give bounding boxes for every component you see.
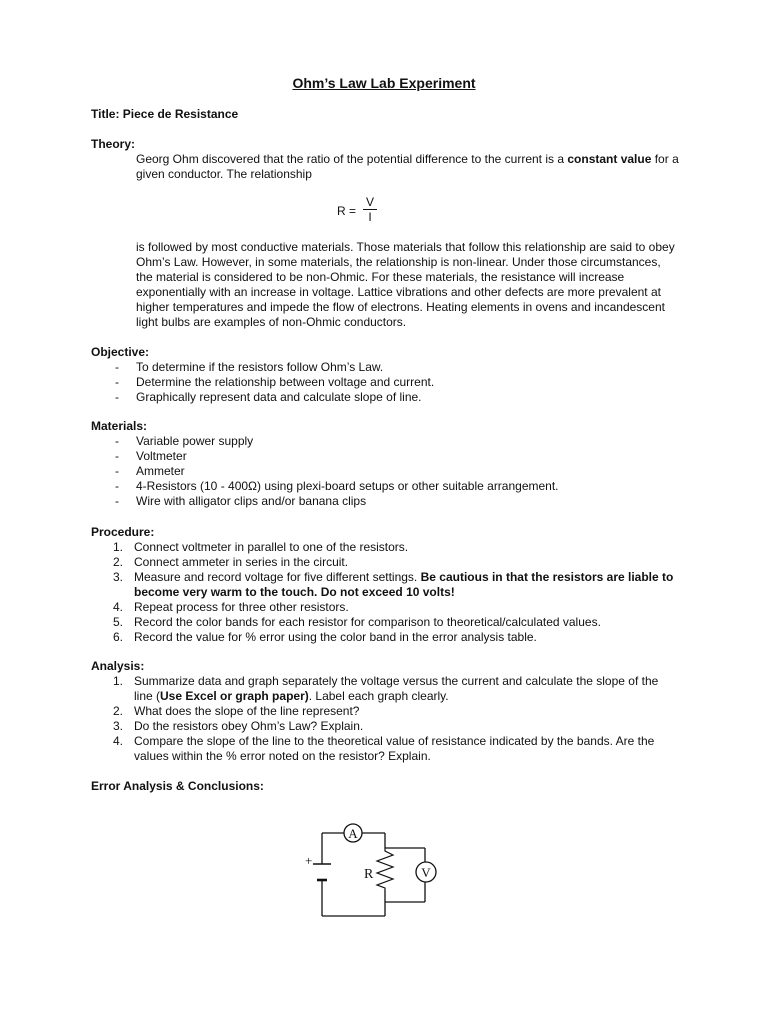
step-text: Do the resistors obey Ohm’s Law? Explain. xyxy=(134,719,364,733)
formula-lhs: R = xyxy=(337,204,357,218)
step-number: 4. xyxy=(113,600,124,614)
resistor-symbol xyxy=(377,848,393,890)
step-bold: Use Excel or graph paper) xyxy=(160,689,309,703)
analysis-list xyxy=(113,674,674,764)
list-item xyxy=(113,555,674,570)
list-item xyxy=(115,494,676,509)
step-text: Summarize data and graph separately the voltage versus the current and calculate the slope of the line ( xyxy=(134,674,659,703)
list-item xyxy=(113,600,674,615)
dash-marker: - xyxy=(115,375,119,389)
list-item xyxy=(113,704,674,719)
list-item xyxy=(113,570,674,600)
list-item xyxy=(115,479,676,494)
ammeter-label: A xyxy=(348,826,358,841)
list-item xyxy=(113,615,674,630)
step-number: 5. xyxy=(113,615,124,629)
step-number: 3. xyxy=(113,719,124,733)
theory-intro-bold: constant value xyxy=(567,152,652,166)
lab-title-line: Title: Piece de Resistance xyxy=(91,107,239,121)
step-number: 4. xyxy=(113,734,124,748)
step-number: 1. xyxy=(113,674,124,688)
list-item xyxy=(115,449,676,464)
formula-numerator: V xyxy=(363,196,377,210)
procedure-list xyxy=(113,540,674,645)
step-text: Measure and record voltage for five different settings. xyxy=(134,570,421,584)
document-title: Ohm’s Law Lab Experiment xyxy=(292,75,476,91)
materials-heading: Materials: xyxy=(91,419,148,433)
voltmeter-symbol xyxy=(416,862,436,882)
step-text: Connect ammeter in series in the circuit. xyxy=(134,555,349,569)
dash-marker: - xyxy=(115,479,119,493)
list-item xyxy=(115,464,676,479)
theory-intro-text-a: Georg Ohm discovered that the ratio of the potential difference to the current is a xyxy=(136,152,568,166)
step-text: Connect voltmeter in parallel to one of the resistors. xyxy=(134,540,409,554)
materials-list xyxy=(115,434,676,509)
step-text: What does the slope of the line represent? xyxy=(134,704,360,718)
procedure-heading: Procedure: xyxy=(91,525,155,539)
battery-plus-label: + xyxy=(305,853,313,868)
step-number: 1. xyxy=(113,540,124,554)
dash-marker: - xyxy=(115,434,119,448)
list-item xyxy=(115,375,676,390)
dash-marker: - xyxy=(115,360,119,374)
list-item xyxy=(115,434,676,449)
list-item xyxy=(113,674,674,704)
dash-marker: - xyxy=(115,390,119,404)
formula-denominator: I xyxy=(368,210,372,224)
dash-marker: - xyxy=(115,494,119,508)
resistor-label: R xyxy=(364,867,374,882)
objective-list xyxy=(115,360,676,405)
theory-intro-text-b: for a given conductor. The relationship xyxy=(136,152,679,181)
theory-intro xyxy=(136,152,681,182)
theory-heading: Theory: xyxy=(91,137,136,151)
circuit-wires xyxy=(322,833,425,916)
objective-item: Determine the relationship between voltage and current. xyxy=(136,375,435,389)
list-item xyxy=(115,360,676,375)
dash-marker: - xyxy=(115,449,119,463)
objective-item: To determine if the resistors follow Ohm’s Law. xyxy=(136,360,384,374)
step-text: Record the value for % error using the color band in the error analysis table. xyxy=(134,630,537,644)
ammeter-symbol xyxy=(344,824,362,842)
list-item xyxy=(113,630,674,645)
step-text: Record the color bands for each resistor for comparison to theoretical/calculated values. xyxy=(134,615,601,629)
step-text: Compare the slope of the line to the theoretical value of resistance indicated by the bands. Are the values within the % error noted on the resistor? Explain. xyxy=(134,734,655,763)
objective-heading: Objective: xyxy=(91,345,150,359)
step-text-tail: . Label each graph clearly. xyxy=(308,689,449,703)
formula-fraction xyxy=(363,196,377,224)
material-item: Variable power supply xyxy=(136,434,254,448)
step-text: Repeat process for three other resistors. xyxy=(134,600,349,614)
error-analysis-heading: Error Analysis & Conclusions: xyxy=(91,779,264,793)
dash-marker: - xyxy=(115,464,119,478)
list-item xyxy=(113,540,674,555)
battery-symbol xyxy=(313,862,331,882)
objective-item: Graphically represent data and calculate slope of line. xyxy=(136,390,422,404)
theory-body: is followed by most conductive materials. Those materials that follow this relationship are said to obey Ohm’s Law. However, in some materials, the relationship is non-linear. Under those circumstances, the material is considered to be non-Ohmic. For these materials, the resistance will increase exponentially with an increase in voltage. Lattice vibrations and other defects are more prevalent at higher temperatures and impede the flow of electrons. Heating elements in ovens and incandescent light bulbs are examples of non-Ohmic conductors. xyxy=(136,240,675,329)
material-item: Ammeter xyxy=(136,464,185,478)
step-bold: Be cautious in that the resistors are liable to become very warm to the touch. Do not exceed 10 volts! xyxy=(134,570,674,599)
list-item xyxy=(113,734,674,764)
step-number: 6. xyxy=(113,630,124,644)
material-item: 4-Resistors (10 - 400Ω) using plexi-board setups or other suitable arrangement. xyxy=(136,479,559,493)
material-item: Voltmeter xyxy=(136,449,187,463)
list-item xyxy=(115,390,676,405)
circuit-diagram xyxy=(300,820,460,920)
step-number: 3. xyxy=(113,570,124,584)
voltmeter-label: V xyxy=(421,865,431,880)
step-number: 2. xyxy=(113,704,124,718)
analysis-heading: Analysis: xyxy=(91,659,145,673)
step-number: 2. xyxy=(113,555,124,569)
material-item: Wire with alligator clips and/or banana clips xyxy=(136,494,367,508)
list-item xyxy=(113,719,674,734)
